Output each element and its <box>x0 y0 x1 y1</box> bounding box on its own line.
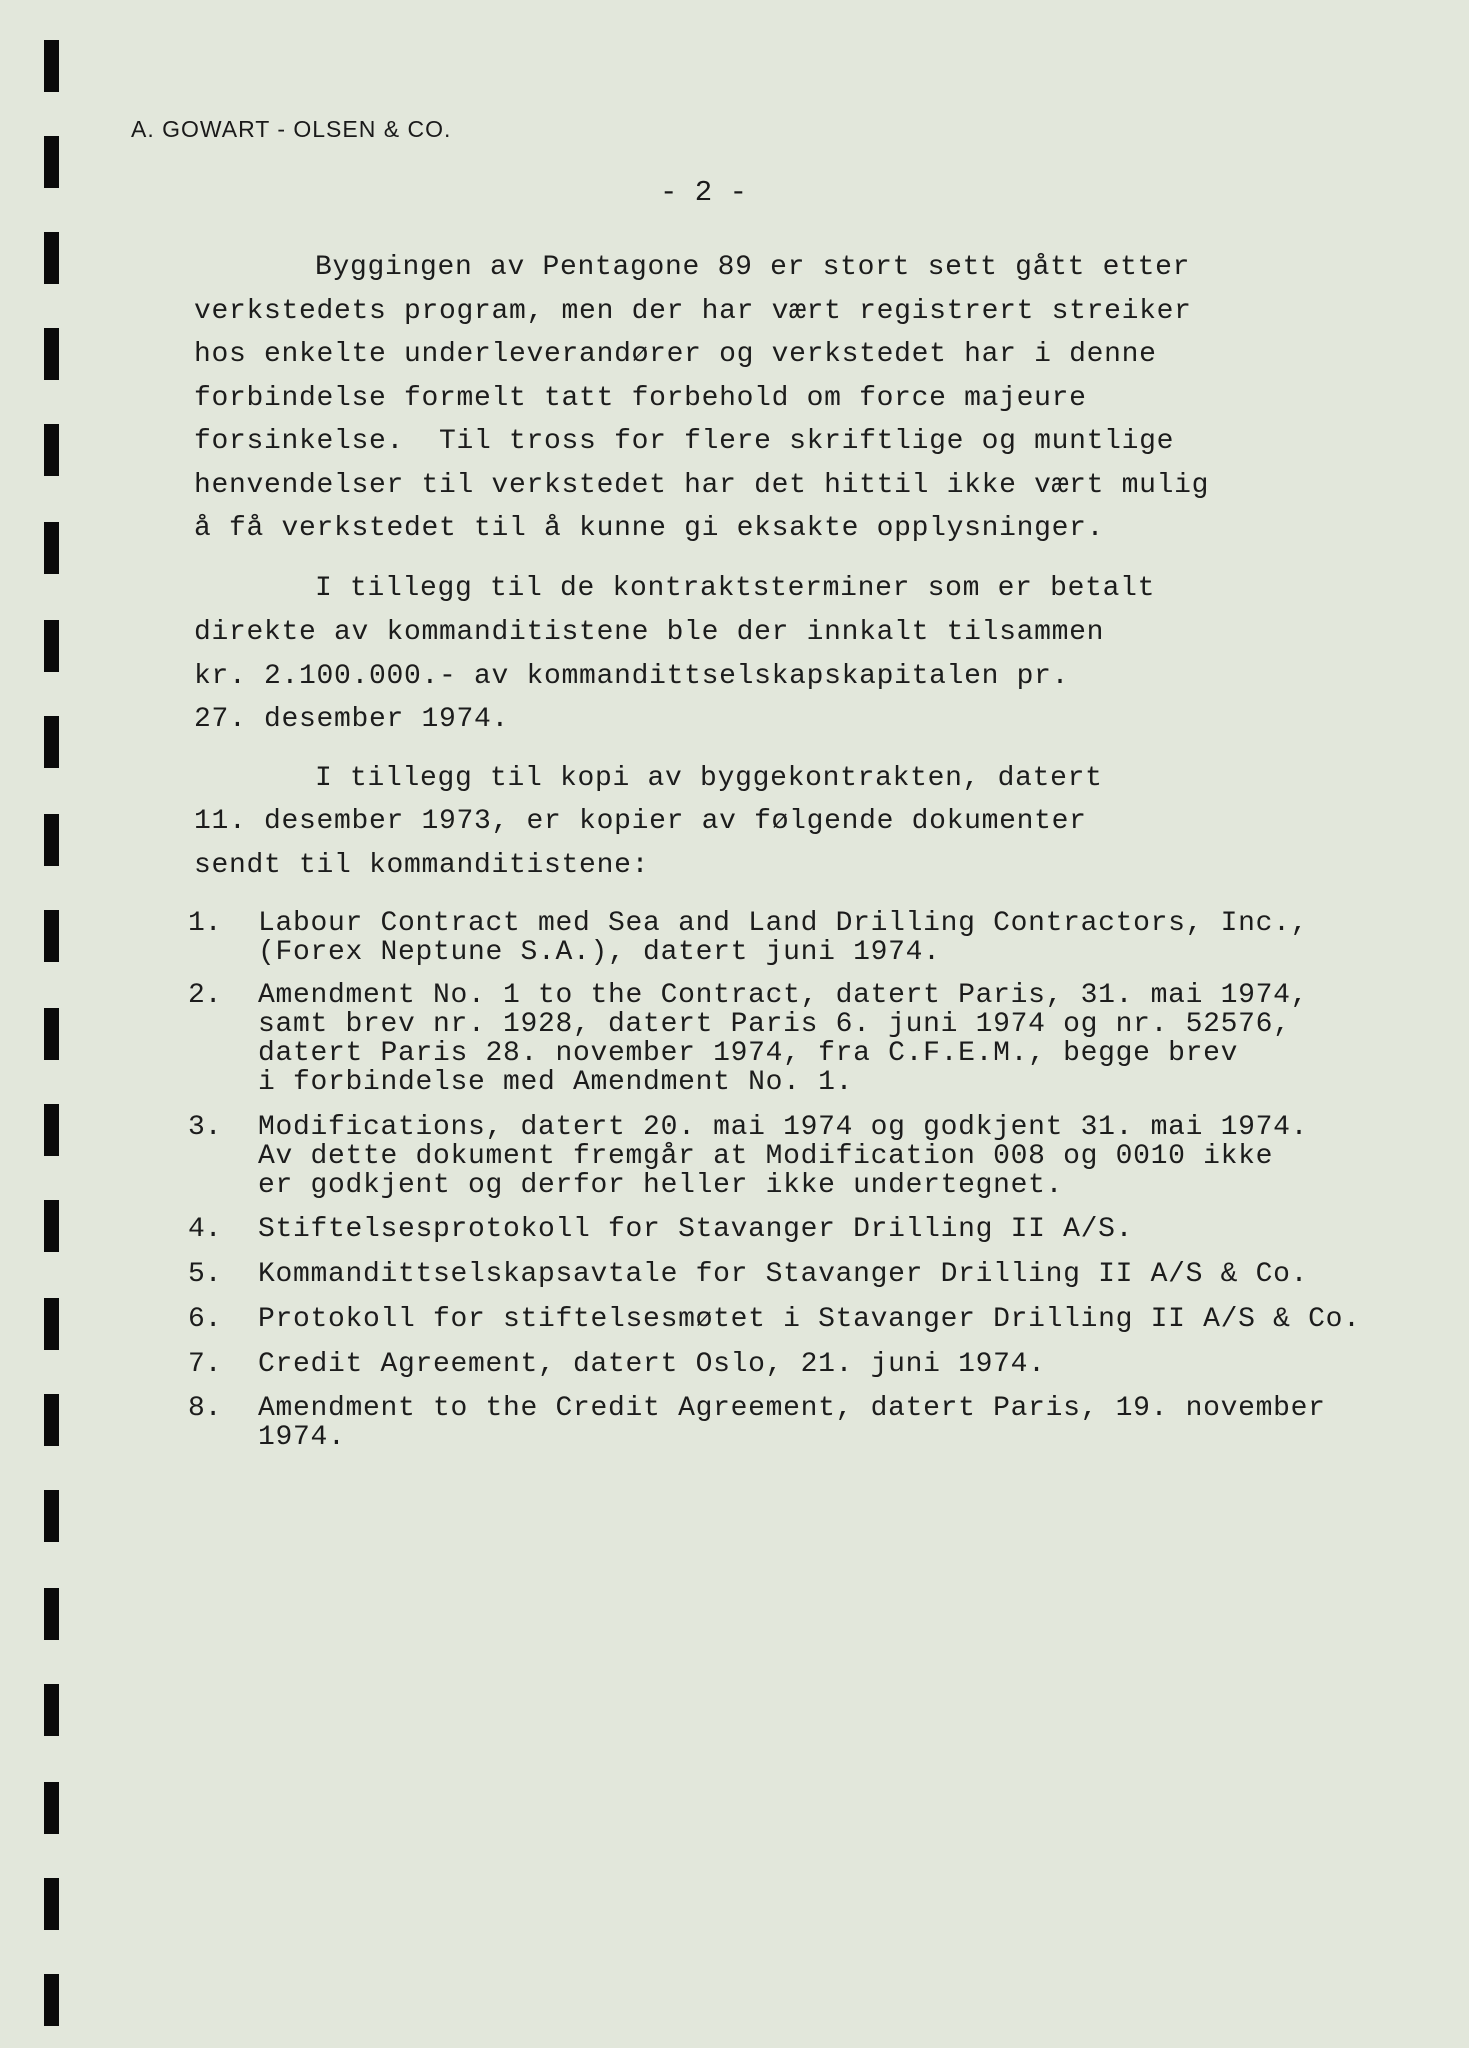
list-item-text: samt brev nr. 1928, datert Paris 6. juni 1974 og nr. 52576, <box>258 1009 1291 1040</box>
paragraph-1-line: å få verkstedet til å kunne gi eksakte opplysninger. <box>194 513 1105 544</box>
binding-mark <box>44 620 59 672</box>
list-item-number: 6. <box>188 1304 222 1335</box>
binding-mark <box>44 1490 59 1542</box>
list-item-text: Amendment to the Credit Agreement, datert Paris, 19. november <box>258 1393 1326 1424</box>
list-item-number: 2. <box>188 980 222 1011</box>
list-item-number: 7. <box>188 1349 222 1380</box>
binding-mark <box>44 40 59 92</box>
list-item-text: Credit Agreement, datert Oslo, 21. juni 1974. <box>258 1349 1046 1380</box>
list-item-text: Kommandittselskapsavtale for Stavanger Drilling II A/S & Co. <box>258 1259 1309 1290</box>
binding-mark <box>44 814 59 866</box>
page-number: - 2 - <box>660 176 748 209</box>
paragraph-2-line: direkte av kommanditistene ble der innkalt tilsammen <box>194 617 1105 648</box>
list-item-text: er godkjent og derfor heller ikke undertegnet. <box>258 1170 1064 1201</box>
list-item-number: 8. <box>188 1393 222 1424</box>
paragraph-2-line: I tillegg til de kontraktsterminer som er betalt <box>315 573 1156 604</box>
binding-mark <box>44 232 59 284</box>
binding-mark <box>44 1782 59 1834</box>
binding-mark <box>44 1008 59 1060</box>
paragraph-3-line: I tillegg til kopi av byggekontrakten, datert <box>315 763 1103 794</box>
binding-mark <box>44 716 59 768</box>
paragraph-2-line: 27. desember 1974. <box>194 704 510 735</box>
paragraph-1-line: henvendelser til verkstedet har det hittil ikke vært mulig <box>194 470 1210 501</box>
paragraph-1-line: forsinkelse. Til tross for flere skriftlige og muntlige <box>194 426 1175 457</box>
binding-mark <box>44 1200 59 1252</box>
binding-mark <box>44 522 59 574</box>
list-item-text: Labour Contract med Sea and Land Drilling Contractors, Inc., <box>258 908 1309 939</box>
paragraph-1-line: hos enkelte underleverandører og verkstedet har i denne <box>194 339 1157 370</box>
binding-mark <box>44 1878 59 1930</box>
list-item-text: Amendment No. 1 to the Contract, datert Paris, 31. mai 1974, <box>258 980 1309 1011</box>
paragraph-1-line: Byggingen av Pentagone 89 er stort sett gått etter <box>315 252 1191 283</box>
binding-mark <box>44 136 59 188</box>
paragraph-1-line: forbindelse formelt tatt forbehold om force majeure <box>194 383 1087 414</box>
list-item-text: i forbindelse med Amendment No. 1. <box>258 1067 854 1098</box>
binding-mark <box>44 328 59 380</box>
list-item-number: 3. <box>188 1112 222 1143</box>
paragraph-2-line: kr. 2.100.000.- av kommandittselskapskapitalen pr. <box>194 661 1070 692</box>
list-item-number: 5. <box>188 1259 222 1290</box>
list-item-number: 1. <box>188 908 222 939</box>
binding-mark <box>44 1684 59 1736</box>
binding-mark <box>44 910 59 962</box>
list-item-text: Protokoll for stiftelsesmøtet i Stavanger Drilling II A/S & Co. <box>258 1304 1361 1335</box>
list-item-text: Modifications, datert 20. mai 1974 og godkjent 31. mai 1974. <box>258 1112 1309 1143</box>
list-item-number: 4. <box>188 1214 222 1245</box>
paragraph-3-line: 11. desember 1973, er kopier av følgende dokumenter <box>194 806 1087 837</box>
binding-mark <box>44 424 59 476</box>
list-item-text: Av dette dokument fremgår at Modification 008 og 0010 ikke <box>258 1141 1274 1172</box>
binding-mark <box>44 1394 59 1446</box>
binding-mark <box>44 1588 59 1640</box>
list-item-text: Stiftelsesprotokoll for Stavanger Drilling II A/S. <box>258 1214 1134 1245</box>
list-item-text: 1974. <box>258 1422 346 1453</box>
list-item-text: (Forex Neptune S.A.), datert juni 1974. <box>258 937 941 968</box>
binding-mark <box>44 1974 59 2026</box>
company-letterhead: A. GOWART - OLSEN & CO. <box>131 116 452 142</box>
paragraph-1-line: verkstedets program, men der har vært registrert streiker <box>194 296 1192 327</box>
binding-mark <box>44 1104 59 1156</box>
paragraph-3-line: sendt til kommanditistene: <box>194 850 650 881</box>
list-item-text: datert Paris 28. november 1974, fra C.F.E.M., begge brev <box>258 1038 1239 1069</box>
binding-mark <box>44 1298 59 1350</box>
